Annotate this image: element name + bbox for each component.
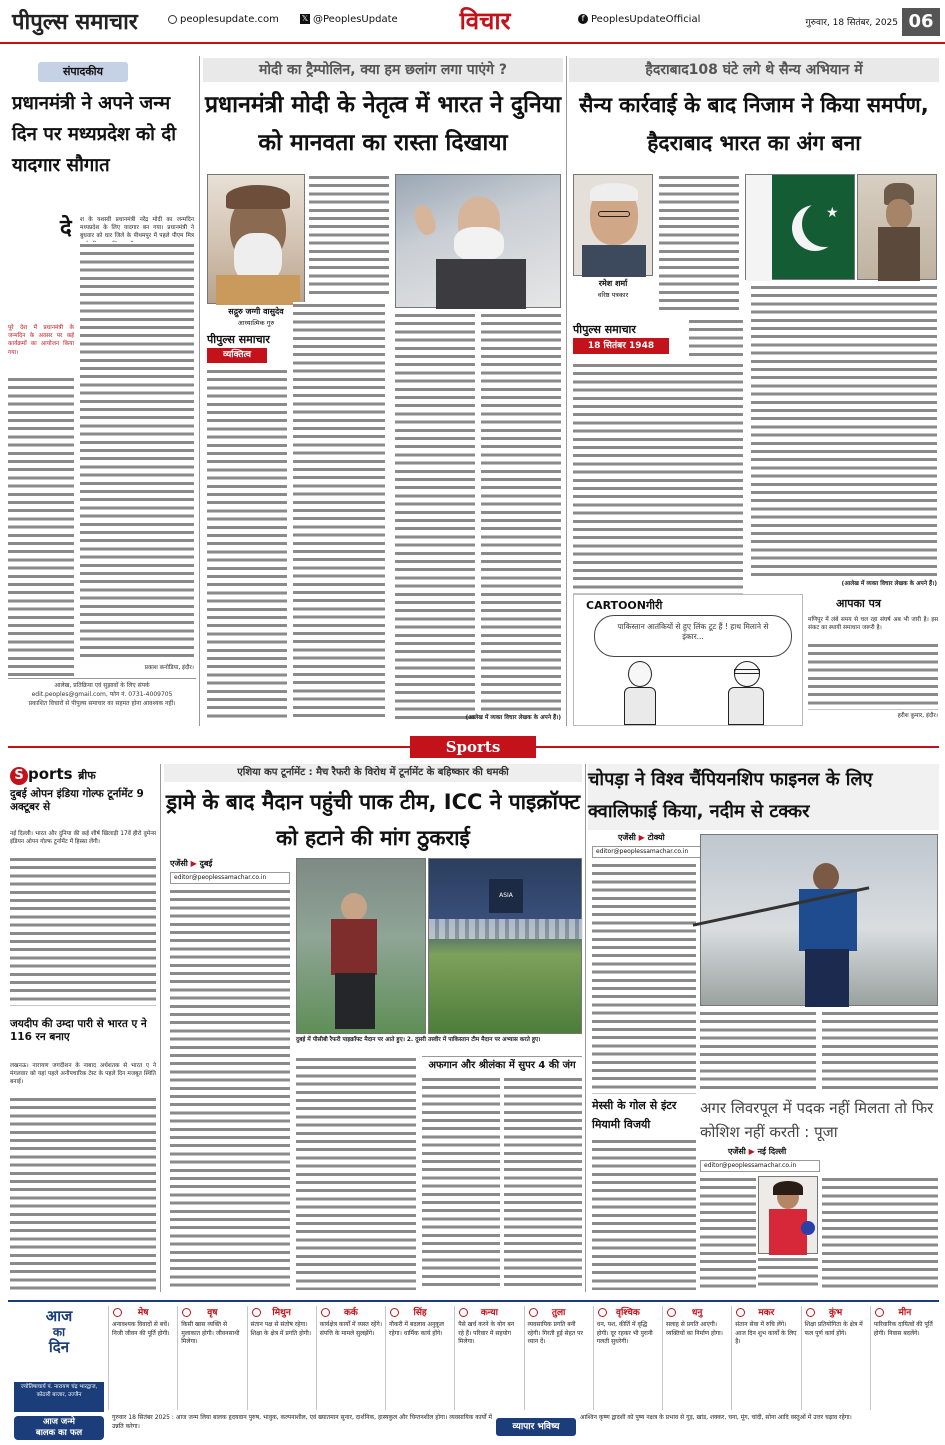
editorial-sign: प्रकाश कनोडिया, इंदौर। — [144, 665, 194, 671]
sign-prediction: नौकरी में बदलाव अनुकूल रहेगा। धार्मिक कार्य होंगे। — [389, 1321, 444, 1337]
sign-cell — [316, 1306, 385, 1410]
editorial-headline: प्रधानमंत्री ने अपने जन्म दिन पर मध्यप्रदेश को दी यादगार सौगात — [12, 93, 177, 176]
zodiac-icon — [321, 1308, 330, 1317]
ramesh-sharma-photo — [573, 174, 653, 276]
modi-badge-logo: पीपुल्स समाचार — [207, 333, 270, 346]
editorial-lead: श के यशस्वी प्रधानमंत्री नरेंद्र मोदी का जन्मदिन मध्यप्रदेश के लिए यादगार बन गया। प्रधानमंत्री ने बुधवार को धार जिले के पीथमपुर में पहले पीएम मित्र — [80, 217, 194, 240]
sign-cell — [454, 1306, 523, 1410]
hyderabad-col-1 — [659, 174, 739, 314]
hyderabad-badge-tag: 18 सितंबर 1948 — [573, 338, 669, 354]
hyderabad-footnote: (आलेख में व्यक्त विचार लेखक के अपने हैं।) — [841, 581, 937, 587]
zodiac-icon — [875, 1308, 884, 1317]
hyderabad-col-3 — [751, 284, 937, 578]
pak-col-1 — [170, 888, 290, 1290]
brief-logo — [10, 764, 156, 786]
cartoon-figure-right — [724, 661, 768, 725]
zodiac-icon — [252, 1308, 261, 1317]
pooja-photo — [758, 1176, 818, 1254]
facebook-icon: f — [578, 14, 588, 24]
masthead-logo[interactable] — [12, 6, 162, 36]
modi-col-2 — [293, 302, 385, 720]
chopra-email[interactable]: editor@peoplessamachar.co.in — [592, 846, 732, 858]
sign-name: मेष — [137, 1308, 149, 1318]
sign-cell — [247, 1306, 316, 1410]
globe-icon — [168, 15, 177, 24]
sign-name: तुला — [551, 1308, 566, 1318]
sign-prediction: संतान सेवा में रुचि लेंगे। आज दिन शुभ कार्यों के लिए है। — [735, 1321, 797, 1345]
janme-2: बालक का फल — [35, 1428, 83, 1438]
signs-row — [108, 1306, 939, 1410]
pooja-byline-city: नई दिल्ली — [757, 1147, 787, 1156]
location-pin-icon: ▶ — [638, 833, 645, 842]
trade-forecast-title: व्यापार भविष्य — [496, 1418, 576, 1436]
sadhguru-name: सद्गुरु जग्गी वासुदेव — [228, 307, 284, 316]
astrologer-name: ज्योतिषाचार्य पं. नारायण चंद्र भारद्वाज, कोठारी बाजार, उज्जैन — [14, 1382, 104, 1412]
afg-col-1 — [422, 1076, 500, 1290]
modi-badge — [207, 332, 305, 364]
cartoon-bubble: पाकिस्तान आतंकियों से हुए लिंक टूट हैं ! हाथ मिलाने से इंकार... — [594, 615, 792, 657]
facebook-text: PeoplesUpdateOfficial — [591, 14, 701, 25]
janme-1: आज जन्मे — [42, 1417, 76, 1427]
sign-cell — [385, 1306, 454, 1410]
pooja-col-3 — [822, 1176, 938, 1290]
pak-photo-caption: दुबई में पीसीबी रैफरी पाइक्रॉफ्ट मैदान पर आते हुए। 2. दूसरी तस्वीर में पाकिस्तान टीम मैदान पर अभ्यास करते हुए। — [296, 1037, 541, 1043]
hyderabad-col-2 — [573, 362, 743, 594]
hyderabad-col-1b — [689, 318, 743, 358]
sign-cell — [593, 1306, 662, 1410]
brief-logo-s: S — [10, 767, 28, 785]
pak-byline-city: दुबई — [199, 859, 213, 868]
pak-photo-referee — [296, 858, 426, 1034]
sign-cell — [662, 1306, 731, 1410]
hyderabad-headline: सैन्य कार्रवाई के बाद निजाम ने किया समर्पण, हैदराबाद भारत का अंग बना — [579, 93, 929, 155]
pooja-col-1 — [700, 1176, 756, 1290]
modi-col-1 — [309, 174, 389, 294]
brief-text-2: लखनऊ। नारायण जगदीशन के नाबाद अर्धशतक से भारत ए ने मंगलवार को यहां पहले अनौपचारिक टेस्ट के पहले दिन मजबूत स्थिति बनाई। — [10, 1063, 156, 1086]
pakistan-flag-photo: ★ — [745, 174, 855, 280]
pooja-headline: अगर लिवरपूल में पदक नहीं मिलता तो फिर कोशिश नहीं करती : पूजा — [700, 1099, 934, 1141]
sports-divider — [8, 736, 939, 758]
pooja-byline-agency: एजेंसी — [728, 1147, 746, 1156]
brief-logo-tag: ब्रीफ — [78, 769, 96, 782]
footer-email[interactable]: edit.peoples@gmail.com — [31, 691, 106, 698]
birth-prediction: गुरुवार 18 सितंबर 2025 : आज जन्म लिया बालक हृदयवान पुरुष, भावुक, कल्पनाशील, एवं ख्यातमान सुनार, दार्शनिक, हास्यकुल और चिन्तनशील होगा। व्यवसायिक कार्यों में उन्नति करेगा। — [112, 1414, 492, 1430]
sign-name: कर्क — [343, 1308, 358, 1318]
sign-cell — [731, 1306, 800, 1410]
logo-text: पीपुल्स समाचार — [12, 10, 138, 35]
twitter-text: @PeoplesUpdate — [313, 14, 398, 25]
hyderabad-badge — [573, 322, 683, 356]
sign-cell — [108, 1306, 177, 1410]
sports-section-label: Sports — [410, 736, 536, 758]
zodiac-icon — [806, 1308, 815, 1317]
sign-name: मीन — [898, 1308, 912, 1318]
sign-prediction: धन, यश, कीर्ति में वृद्धि होगी। दूर रहकर भी पुरानी गलती सुधरेगी। — [596, 1321, 653, 1345]
sign-name: सिंह — [413, 1308, 427, 1318]
pooja-email[interactable]: editor@peoplessamachar.co.in — [700, 1160, 820, 1172]
editorial-body-text — [80, 242, 194, 662]
masthead-date: गुरुवार, 18 सितंबर, 2025 — [805, 18, 898, 28]
twitter-link[interactable] — [300, 14, 420, 30]
sign-prediction: किसी खास व्यक्ति से मुलाकात होगी। जीवनसाथी मिलेगा। — [181, 1321, 240, 1345]
chopra-col-2 — [700, 1010, 816, 1094]
pak-kicker: एशिया कप टूर्नामेंट : मैच रैफरी के विरोध में टूर्नामेंट के बहिष्कार की धमकी — [164, 764, 582, 782]
location-pin-icon: ▶ — [748, 1147, 755, 1156]
sign-prediction: संतान पक्ष से संतोष रहेगा। शिक्षा के क्षेत्र में प्रगति होगी। — [250, 1321, 312, 1337]
letters-sign: हरीश कुमार, इंदौर। — [897, 713, 938, 719]
brief-text-1: नई दिल्ली। भारत और दुनिया की कई शीर्ष खिलाड़ी 17वें हीरो वुमेन्स इंडियन ओपन गोल्फ टूर्नामेंट में हिस्सा लेंगी। — [10, 831, 156, 846]
brief-headline-2: जयदीप की उम्दा पारी से भारत ए ने 116 रन बनाए — [10, 1018, 147, 1043]
sadhguru-photo — [207, 174, 305, 304]
sign-name: मिथुन — [272, 1308, 291, 1318]
brief-headline-1: दुबई ओपन इंडिया गोल्फ टूर्नामेंट 9 अक्टूबर से — [10, 788, 144, 813]
masthead — [0, 0, 945, 44]
zodiac-icon — [390, 1308, 399, 1317]
zodiac-icon — [667, 1308, 676, 1317]
aaj-ka-din-2: का — [52, 1325, 66, 1339]
chopra-byline-city: टोक्यो — [647, 833, 665, 842]
pak-photo-stadium: ASIA — [428, 858, 582, 1034]
ramesh-sharma-role: वरिष्ठ पत्रकार — [597, 291, 629, 299]
zodiac-icon — [529, 1308, 538, 1317]
modi-col-3 — [395, 312, 475, 720]
afg-col-2 — [504, 1076, 582, 1290]
sign-prediction: सलाह से प्रगति आएगी। व्यक्तियों का निर्माण होगा। — [666, 1321, 723, 1337]
sign-prediction: अनावश्यक विवादों से बचें। निजी जीवन की पूर्ति होगी। — [112, 1321, 170, 1337]
pak-col-2 — [296, 1056, 416, 1290]
modi-badge-tag: व्यक्तित्व — [207, 348, 267, 363]
editorial-side-text — [8, 376, 74, 676]
brief-body-1 — [10, 856, 156, 1006]
section-title — [440, 4, 530, 38]
chopra-col-3 — [822, 1010, 938, 1094]
sign-name: कन्या — [480, 1308, 498, 1318]
modi-article — [203, 56, 563, 731]
modi-footnote: (आलेख में व्यक्त विचार लेखक के अपने हैं।) — [465, 715, 561, 721]
hyderabad-badge-logo: पीपुल्स समाचार — [573, 323, 636, 336]
pak-byline-agency: एजेंसी — [170, 859, 188, 868]
brief-body-2 — [10, 1096, 156, 1292]
location-pin-icon: ▶ — [190, 859, 197, 868]
modi-col-4 — [481, 312, 561, 712]
brief-logo-text: ports — [28, 765, 73, 783]
facebook-link[interactable] — [578, 14, 738, 30]
pooja-col-2 — [758, 1256, 818, 1290]
sign-name: धनु — [691, 1308, 703, 1318]
letters-text: मणिपुर में लंबे समय से चल रहा संघर्ष अब भी जारी है। इस संकट का स्थायी समाधान जरूरी है। — [808, 617, 938, 632]
sign-name: मकर — [758, 1308, 775, 1318]
sign-cell — [524, 1306, 593, 1410]
cartoon-figure-left — [620, 661, 660, 725]
website-text: peoplesupdate.com — [180, 14, 279, 25]
letters-body — [808, 642, 938, 710]
editorial-dropcap: दे — [60, 216, 72, 241]
pak-headline: ड्रामे के बाद मैदान पहुंची पाक टीम, ICC ने पाइक्रॉफ्ट को हटाने की मांग ठुकराई — [165, 790, 581, 850]
trade-forecast-text: आश्विन कृष्ण द्वादशी को पुष्य नक्षत्र के प्रभाव से गुड़, खांड, शक्कर, चना, मूंग, चांदी, सोना आदि वस्तुओं में उत्तर चढ़ाव रहेगा। — [580, 1414, 852, 1421]
footer-contact-label: आलेख, प्रतिक्रिया एवं सुझावों के लिए संपर्क — [54, 682, 150, 689]
horoscope-strip — [8, 1300, 939, 1440]
section-title-text: विचार — [459, 7, 511, 35]
aaj-ka-din-3: दिन — [48, 1338, 70, 1356]
editorial-column — [8, 56, 196, 731]
modi-col-1b — [207, 368, 287, 720]
x-icon: 𝕏 — [301, 14, 309, 23]
afg-headline: अफगान और श्रीलंका में सुपर 4 की जंग — [422, 1056, 582, 1074]
hyderabad-kicker: हैदराबाद108 घंटे लगे थे सैन्य अभियान में — [569, 58, 939, 82]
messi-headline: मेस्सी के गोल से इंटर मियामी विजयी — [592, 1099, 677, 1131]
sign-prediction: शिक्षा प्रतियोगिता के क्षेत्र में फल पूर्ण कार्य होंगे। — [804, 1321, 863, 1337]
chopra-article — [588, 764, 939, 1294]
footer-phone: फोन नं. 0731-4009705 — [109, 691, 173, 698]
sadhguru-role: आध्यात्मिक गुरु — [237, 319, 275, 327]
cartoon-title: CARTOONगीरी — [586, 599, 663, 612]
zodiac-icon — [598, 1308, 607, 1317]
sign-prediction: कार्यक्षेत्र कार्यों में व्यस्त रहेंगे। संपत्ति के मामले सुलझेंगे। — [319, 1321, 382, 1337]
chopra-photo — [700, 834, 938, 1006]
modi-headline: प्रधानमंत्री मोदी के नेतृत्व में भारत ने दुनिया को मानवता का रास्ता दिखाया — [204, 92, 562, 156]
chopra-headline: चोपड़ा ने विश्व चैंपियनशिप फाइनल के लिए क्वालिफाई किया, नदीम से टक्कर — [588, 764, 939, 830]
editorial-tag: संपादकीय — [38, 62, 128, 82]
janme-balak-box — [14, 1416, 104, 1440]
sports-brief — [8, 764, 158, 1294]
nizam-photo — [857, 174, 937, 280]
sign-cell — [801, 1306, 870, 1410]
chopra-byline-agency: एजेंसी — [618, 833, 636, 842]
sign-name: वृश्चिक — [615, 1308, 640, 1318]
sign-prediction: व्यवसायिक प्रगति बनी रहेगी। गिरती हुई सेहत पर ध्यान दें। — [527, 1321, 583, 1345]
hyderabad-article — [569, 56, 939, 616]
aaj-ka-din-1: आज — [45, 1307, 73, 1325]
sign-name: वृष — [207, 1308, 218, 1318]
modi-photo — [395, 174, 561, 308]
pak-article — [164, 764, 582, 1294]
sign-prediction: पारिवारिक दायित्वों की पूर्ति होगी। निवास बदलेंगे। — [873, 1321, 933, 1337]
ramesh-sharma-name: रमेश शर्मा — [598, 279, 628, 288]
editorial-side-note: पूरे देश में प्रधानमंत्री के जन्मदिन के अवसर पर कई कार्यक्रमों का आयोजन किया गया। — [8, 325, 74, 356]
pak-email[interactable]: editor@peoplessamachar.co.in — [170, 872, 290, 884]
sign-cell — [177, 1306, 246, 1410]
zodiac-icon — [113, 1308, 122, 1317]
footer-disclaimer: प्रकाशित विचारों से पीपुल्स समाचार का सहमत होना आवश्यक नहीं। — [28, 700, 176, 707]
sign-cell — [870, 1306, 939, 1410]
cartoon-box — [573, 594, 803, 726]
pooja-byline — [728, 1146, 868, 1158]
chopra-col-1 — [592, 862, 696, 1094]
modi-kicker: मोदी का ट्रैम्पोलिन, क्या हम छलांग लगा पाएंगे ? — [203, 58, 563, 82]
website-link[interactable] — [168, 14, 298, 30]
sign-name: कुंभ — [829, 1308, 843, 1318]
letters-title: आपका पत्र — [836, 597, 881, 610]
sign-prediction: पैसे खर्च करने के योग बन रहे हैं। परिवार में सहयोग मिलेगा। — [458, 1321, 515, 1345]
letters-box — [806, 594, 939, 726]
page-number: 06 — [902, 8, 940, 36]
editorial-footer: आलेख, प्रतिक्रिया एवं सुझावों के लिए संपर्क edit.peoples@gmail.com, फोन नं. 0731-4009705 प्रकाशित विचारों से पीपुल्स समाचार का सहमत होना आवश्यक नहीं। — [8, 681, 196, 727]
messi-body — [592, 1138, 696, 1290]
aaj-ka-din-box — [14, 1308, 104, 1378]
